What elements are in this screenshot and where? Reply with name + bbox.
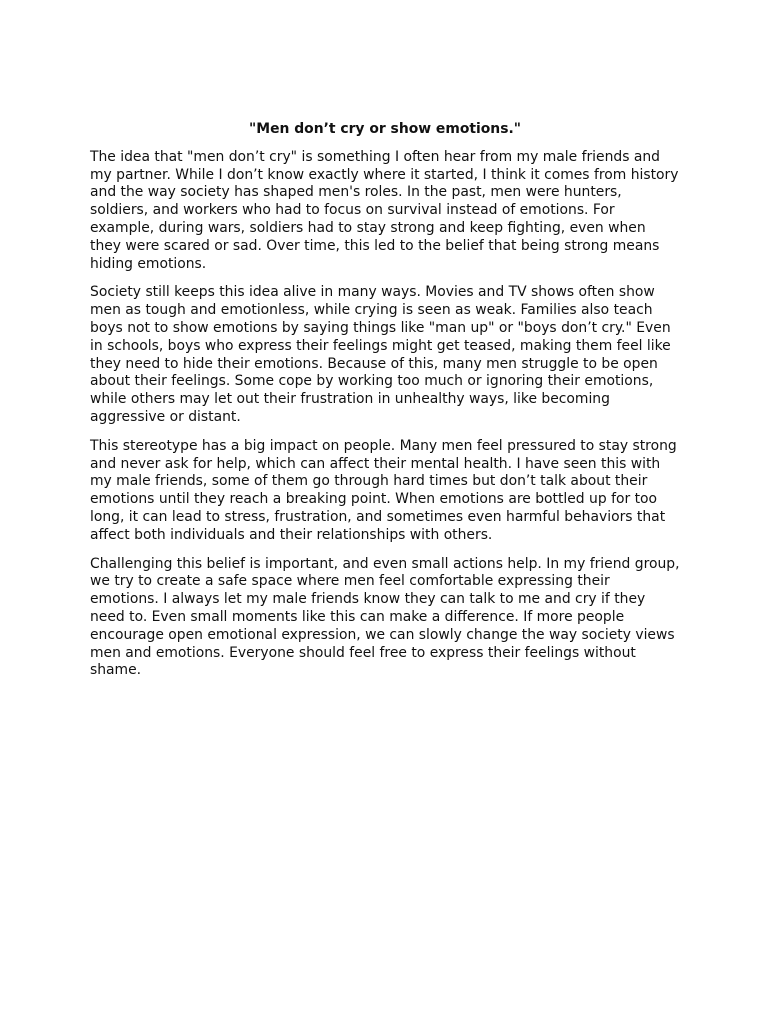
document-title: "Men don’t cry or show emotions."	[249, 121, 521, 137]
paragraph-1: The idea that "men don’t cry" is something I often hear from my male friends and my partner. While I don’t know exactly where it started, I think it comes from history and the way society has shaped men's roles. In the past, men were hunters, soldiers, and workers who had to focus on survival instead of emotions. For example, during wars, soldiers had to stay strong and keep fighting, even when they were scared or sad. Over time, this led to the belief that being strong means hiding emotions.	[90, 148, 679, 272]
paragraph-2: Society still keeps this idea alive in many ways. Movies and TV shows often show men as tough and emotionless, while crying is seen as weak. Families also teach boys not to show emotions by saying things like "man up" or "boys don’t cry." Even in schools, boys who express their feelings might get teased, making them feel like they need to hide their emotions. Because of this, many men struggle to be open about their feelings. Some cope by working too much or ignoring their emotions, while others may let out their frustration in unhealthy ways, like becoming aggressive or distant.	[90, 284, 671, 425]
paragraph-4: Challenging this belief is important, and even small actions help. In my friend group, we try to create a safe space where men feel comfortable expressing their emotions. I always let my male friends know they can talk to me and cry if they need to. Even small moments like this can make a difference. If more people encourage open emotional expression, we can slowly change the way society views men and emotions. Everyone should feel free to express their feelings without shame.	[90, 555, 680, 679]
document-body	[90, 121, 680, 691]
paragraph-3: This stereotype has a big impact on people. Many men feel pressured to stay strong and never ask for help, which can affect their mental health. I have seen this with my male friends, some of them go through hard times but don’t talk about their emotions until they reach a breaking point. When emotions are bottled up for too long, it can lead to stress, frustration, and sometimes even harmful behaviors that affect both individuals and their relationships with others.	[90, 437, 677, 543]
